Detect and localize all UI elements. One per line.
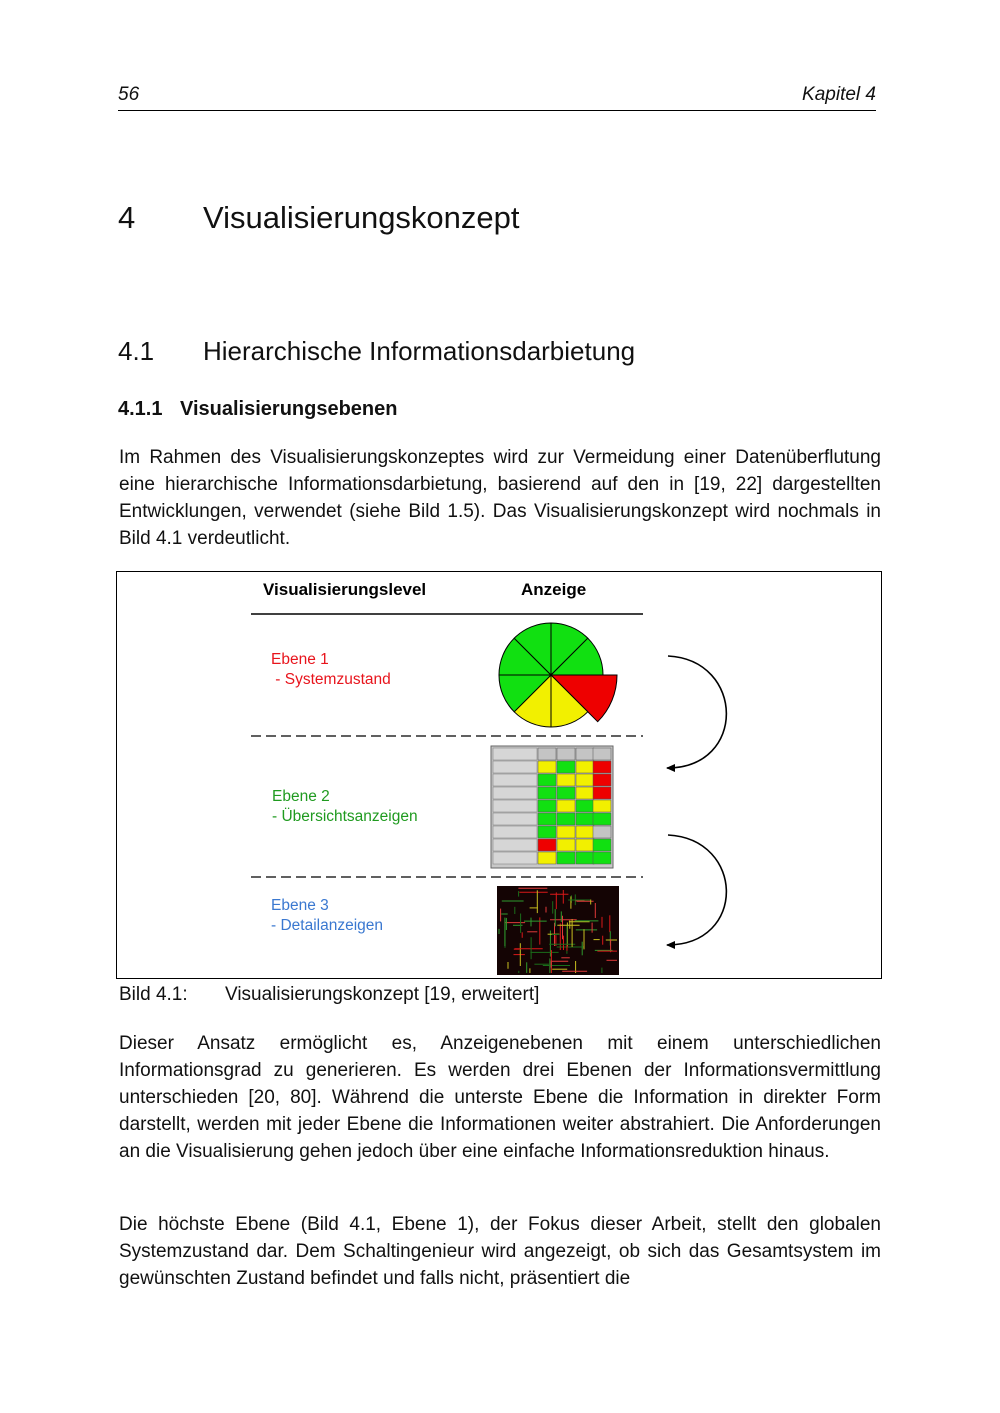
detail-display-map: [497, 886, 619, 975]
subsection-title-text: Visualisierungsebenen: [180, 398, 398, 420]
grid-cell-green: [538, 774, 556, 786]
grid-cell-green: [576, 813, 594, 825]
grid-cell-grey: [538, 748, 556, 760]
paragraph-3: Die höchste Ebene (Bild 4.1, Ebene 1), der Fokus dieser Arbeit, stellt den globalen Systemzustand dar. Dem Schaltingenieur wird angezeigt, ob sich das Gesamtsystem im gewünschten Zustand befindet und falls nicht, präsentiert die: [119, 1214, 881, 1289]
grid-row-label: [493, 813, 537, 825]
paragraph-2: Dieser Ansatz ermöglicht es, Anzeigenebenen mit einem unterschiedlichen Informationsgrad zu generieren. Es werden drei Ebenen der Informationsvermittlung unterschieden [20, 80]. Während die unterste Ebene die Information in direkter Form darstellt, werden mit jeder Ebene die Informationen weiter abstrahiert. Die Anforderungen an die Visualisierung gehen jedoch über eine einfache Informationsreduktion hinaus.: [119, 1033, 881, 1162]
grid-row-label: [493, 800, 537, 812]
grid-cell-green: [557, 813, 575, 825]
arrow-level1-to-level2: [667, 656, 726, 768]
figure-visualization-concept: [116, 571, 882, 979]
grid-row-label: [493, 787, 537, 799]
grid-cell-yellow: [576, 787, 594, 799]
section-number: 4.1: [118, 336, 155, 366]
level-1-desc: - Systemzustand: [271, 671, 391, 688]
grid-cell-red: [538, 839, 556, 851]
grid-cell-yellow: [557, 839, 575, 851]
grid-cell-yellow: [557, 774, 575, 786]
grid-cell-green: [593, 839, 611, 851]
grid-cell-yellow: [557, 826, 575, 838]
grid-row-label: [493, 852, 537, 864]
grid-cell-yellow: [576, 839, 594, 851]
grid-cell-green: [557, 761, 575, 773]
grid-row-label: [493, 761, 537, 773]
grid-cell-green: [557, 787, 575, 799]
grid-cell-green: [538, 800, 556, 812]
column-header-display: Anzeige: [521, 580, 587, 599]
grid-cell-green: [576, 800, 594, 812]
grid-cell-green: [557, 852, 575, 864]
grid-row-label: [493, 774, 537, 786]
system-state-pie: [499, 623, 617, 727]
grid-row-label: [493, 748, 537, 760]
subsection-title: [118, 398, 398, 421]
level-2-desc: - Übersichtsanzeigen: [272, 808, 418, 825]
page-number: 56: [118, 84, 140, 105]
grid-cell-green: [576, 852, 594, 864]
grid-cell-yellow: [557, 800, 575, 812]
chapter-title: [118, 200, 520, 236]
chapter-title-text: Visualisierungskonzept: [203, 200, 520, 235]
section-title: [118, 336, 635, 367]
figure-diagram: [117, 572, 883, 980]
grid-row-label: [493, 839, 537, 851]
caption-text: Visualisierungskonzept [19, erweitert]: [225, 984, 540, 1005]
section-title-text: Hierarchische Informationsdarbietung: [203, 336, 636, 366]
level-2-name: Ebene 2: [272, 788, 330, 805]
grid-cell-yellow: [538, 761, 556, 773]
grid-cell-grey: [593, 748, 611, 760]
grid-cell-grey: [557, 748, 575, 760]
grid-cell-yellow: [576, 826, 594, 838]
grid-cell-yellow: [538, 852, 556, 864]
grid-cell-grey: [593, 826, 611, 838]
level-3-desc: - Detailanzeigen: [271, 917, 384, 934]
figure-caption: [119, 984, 539, 1006]
arrow-level2-to-level3: [667, 835, 726, 945]
chapter-label: Kapitel 4: [802, 84, 876, 105]
level-3-name: Ebene 3: [271, 897, 329, 914]
grid-cell-green: [538, 787, 556, 799]
grid-cell-green: [538, 813, 556, 825]
grid-cell-green: [593, 852, 611, 864]
grid-cell-yellow: [593, 800, 611, 812]
grid-row-label: [493, 826, 537, 838]
grid-cell-yellow: [576, 761, 594, 773]
chapter-number: 4: [118, 200, 136, 235]
grid-cell-red: [593, 787, 611, 799]
column-header-level: Visualisierungslevel: [263, 580, 427, 599]
grid-cell-red: [593, 774, 611, 786]
grid-cell-green: [538, 826, 556, 838]
grid-cell-yellow: [576, 774, 594, 786]
overview-display-grid: [491, 746, 613, 868]
grid-cell-red: [593, 761, 611, 773]
grid-cell-grey: [576, 748, 594, 760]
level-1-name: Ebene 1: [271, 651, 329, 668]
running-header: [118, 84, 876, 111]
paragraph-1: Im Rahmen des Visualisierungskonzeptes wird zur Vermeidung einer Datenüberflutung eine hierarchische Informationsdarbietung, basierend auf den in [19, 22] dargestellten Entwicklungen, verwendet (siehe Bild 1.5). Das Visualisierungskonzept wird nochmals in Bild 4.1 verdeutlicht.: [119, 447, 881, 549]
caption-label: Bild 4.1:: [119, 984, 188, 1005]
subsection-number: 4.1.1: [118, 398, 163, 420]
grid-cell-green: [593, 813, 611, 825]
